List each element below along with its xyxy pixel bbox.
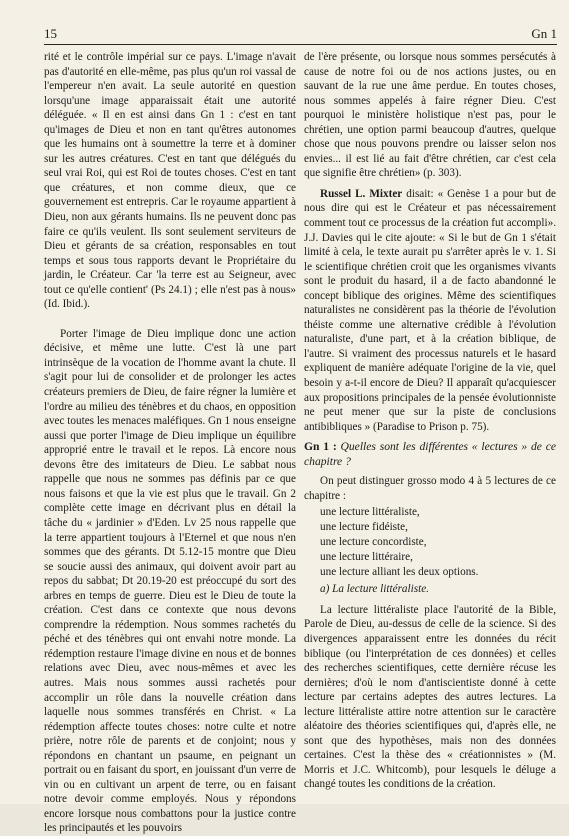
paragraph: rité et le contrôle impérial sur ce pays. L'image n'avait pas d'autorité en elle-même, pas plus qu'un roi vassal de l'empereur n'en avait. La seule autorité en question lorsqu'une image apparaissait était une autorité déléguée. « Il en est ainsi dans Gn 1 : c'est en tant qu'images de Dieu et non en tant qu'êtres autonomes que les humains ont à soumettre la terre et à dominer sur les autres créatures. C'est en tant que délégués du seul vrai Roi, qui est Roi de toutes choses. C'est en tant que créatures, et non comme dieux, que ce gouvernement est entrepris. Car le royaume appartient à Dieu, non aux gérants humains. Ils ne peuvent donc pas faire ce qu'ils veulent. Ils sont seulement serviteurs de Dieu et gérants de sa création, responsables en tout temps et sous tous rapports devant le Propriétaire du jardin, le Créateur. Car 'la terre est au Seigneur, avec tout ce qu'elle contient' (Ps 24.1) ; elle n'est pas à nous» (Id. Ibid.). [44, 51, 296, 311]
paragraph: La lecture littéraliste place l'autorité de la Bible, Parole de Dieu, au-dessus de celle de la science. Si des divergences apparaissent entre les données du récit biblique (ou l'interprétation de ces données) et celles des recherches scientifiques, cette dernière récuse les dernières; d'où le nom d'antiscientiste donné à cette lecture par certains adeptes des autres lectures. La lecture littéraliste attire notre attention sur le caractère aléatoire des théories scientifiques qui, d'après elle, ne sont que des hypothèses, mais non des données certaines. C'est la thèse des « créationnistes » (M. Morris et J.C. Whitcomb), pour lesquels le déluge a changé toutes les conditions de la création. [304, 603, 556, 791]
list-item: une lecture littéraire, [320, 551, 413, 564]
author-name: Russel L. Mixter [320, 187, 403, 200]
heading-question: Quelles sont les différentes « lectures » de ce chapitre ? [304, 440, 557, 468]
heading-reference: Gn 1 : [304, 440, 337, 454]
left-column [44, 50, 296, 836]
paragraph: de l'ère présente, ou lorsque nous sommes persécutés à cause de notre foi ou de nos actions justes, ou en sauvant de la rue une âme perdue. En toutes choses, nous sommes appelés à faire régner Dieu. C'est pourquoi le ministère holistique n'est pas, pour le chrétien, une option parmi beaucoup d'autres, quelque chose que nous pouvons prendre ou laisser selon nos envies... il est lié au fait d'être chrétien, car c'est cela que signifie être chrétien» (p. 303). [304, 51, 556, 180]
subheading: a) La lecture littéraliste. [320, 583, 429, 596]
page-header [44, 24, 557, 45]
list-item: une lecture alliant les deux options. [320, 566, 479, 579]
paragraph: Porter l'image de Dieu implique donc une action décisive, et même une lutte. C'est là une part intrinsèque de la vocation de l'homme avant la chute. Il s'agit pour lui de consolider et de prolonger les actes créateurs premiers de Dieu, de faire régner la lumière et l'ordre au milieu des ténèbres et du chaos, en opposition avec toutes les menaces maléfiques. Gn 1 nous enseigne aussi que porter l'image de Dieu implique un équilibre approprié entre le travail et le repos. Là encore nous devons être des imitateurs de Dieu. Le sabbat nous rappelle que nous ne sommes pas définis par ce que nous faisons et que la vie est plus que le travail. Gn 2 complète cette image en décrivant plus en détail la tâche du « jardinier » d'Eden. Lv 25 nous rappelle que la terre appartient toujours à l'Eternel et que nous n'en sommes que des gérants. Dt 5.12-15 montre que Dieu se soucie aussi des animaux, qui doivent avoir part au repos du sabbat; Dt 20.19-20 est préoccupé du sort des arbres en temps de guerre. Dieu est le Dieu de toute la création. C'est dans ce contexte que nous devons comprendre la rédemption. Nous sommes rachetés du péché et des ténèbres qui ont envahi notre monde. La rédemption restaure l'image divine en nous et de bonnes relations avec Dieu, avec nous-mêmes et avec les autres. Mais nous sommes aussi rachetés pour accomplir un rôle dans la nouvelle création dans laquelle nous sommes transférés en Christ. « La rédemption affecte toutes choses: notre culte et notre prière, notre rôle de parents et de conjoint; nous y répondons en chantant un psaume, en peignant un portrait ou en faisant du sport, en jouissant d'un verre de vin ou en cultivant un arpent de terre, ou en faisant notre devoir comme employés. Nous y répondons encore lorsque nous combattons pour la justice contre les principautés et les pouvoirs [44, 327, 296, 835]
paragraph: On peut distinguer grosso modo 4 à 5 lectures de ce chapitre : [304, 475, 556, 502]
list-item: une lecture littéraliste, [320, 506, 420, 519]
paragraph-text: disait: « Genèse 1 a pour but de nous dire qui est le Créateur et pas nécessairement comment tout ce processus de la création fut accompli». J.J. Davies qui le cite ajoute: « Si le but de Gn 1 s'était limité à cela, le texte aurait pu s'arrêter après le v. 1. Si le scientifique chrétien croit que les organismes vivants sont le produit du hasard, il a de facto abandonné le concept biblique des origines. Même des scientifiques naturalistes ne considèrent pas la théorie de l'évolution théiste comme une alternative crédible à l'évolution naturaliste, d'une part, et à la création biblique, de l'autre. Si vraiment des processus naturels et le hasard expliquent de manière adéquate l'origine de la vie, quel besoin y a-t-il encore de Dieu? Il apparaît qu'acquiescer aux propositions principales de la pensée évolutionniste ne peut mener que sur la piste de conclusions antibibliques » (Paradise to Prison p. 75). [304, 187, 556, 433]
page-number: 15 [44, 26, 57, 41]
paragraph [304, 187, 556, 434]
running-title: Gn 1 [531, 26, 557, 41]
list-item: une lecture fidéiste, [320, 521, 408, 534]
section-heading [304, 440, 556, 469]
right-column [304, 50, 556, 792]
list-item: une lecture concordiste, [320, 536, 427, 549]
readings-list [304, 505, 556, 580]
